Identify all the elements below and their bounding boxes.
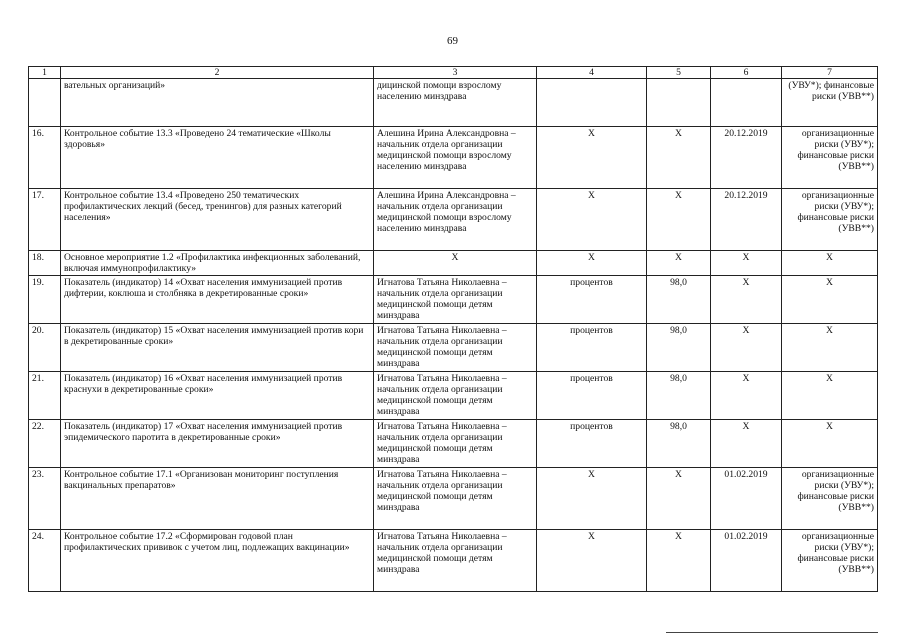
table-row bbox=[29, 189, 878, 251]
unit: процентов bbox=[537, 372, 647, 420]
value: Х bbox=[647, 468, 711, 530]
table-row bbox=[29, 79, 878, 127]
risks: (УВУ*); финансовые риски (УВВ**) bbox=[782, 79, 878, 127]
value: Х bbox=[647, 251, 711, 276]
value: 98,0 bbox=[647, 324, 711, 372]
date: 01.02.2019 bbox=[711, 468, 782, 530]
risks: организационные риски (УВУ*); финансовые риски (УВВ**) bbox=[782, 530, 878, 592]
risks: организационные риски (УВУ*); финансовые риски (УВВ**) bbox=[782, 127, 878, 189]
risks: Х bbox=[782, 324, 878, 372]
risks: Х bbox=[782, 372, 878, 420]
page-number: 69 bbox=[447, 35, 458, 47]
event-name: Показатель (индикатор) 15 «Охват населения иммунизацией против кори в декретированные сроки» bbox=[61, 324, 374, 372]
unit: процентов bbox=[537, 420, 647, 468]
header-col-5: 5 bbox=[647, 67, 711, 79]
responsible: Игнатова Татьяна Николаевна – начальник отдела организации медицинской помощи детям минздрава bbox=[374, 372, 537, 420]
responsible: Игнатова Татьяна Николаевна – начальник отдела организации медицинской помощи детям минздрава bbox=[374, 420, 537, 468]
row-number: 17. bbox=[29, 189, 61, 251]
unit: процентов bbox=[537, 276, 647, 324]
value: Х bbox=[647, 127, 711, 189]
risks: Х bbox=[782, 276, 878, 324]
date: Х bbox=[711, 276, 782, 324]
responsible: дицинской помощи взрослому населению минздрава bbox=[374, 79, 537, 127]
event-name: Контрольное событие 17.2 «Сформирован годовой план профилактических прививок с учетом лиц, подлежащих вакцинации» bbox=[61, 530, 374, 592]
header-col-1: 1 bbox=[29, 67, 61, 79]
table-row bbox=[29, 420, 878, 468]
responsible: Алешина Ирина Александровна – начальник отдела организации медицинской помощи взрослому населению минздрава bbox=[374, 127, 537, 189]
header-col-2: 2 bbox=[61, 67, 374, 79]
unit: Х bbox=[537, 127, 647, 189]
table-row bbox=[29, 276, 878, 324]
event-name: Контрольное событие 13.3 «Проведено 24 тематические «Школы здоровья» bbox=[61, 127, 374, 189]
value: Х bbox=[647, 530, 711, 592]
responsible: Алешина Ирина Александровна – начальник отдела организации медицинской помощи взрослому населению минздрава bbox=[374, 189, 537, 251]
header-col-7: 7 bbox=[782, 67, 878, 79]
event-name: Показатель (индикатор) 16 «Охват населения иммунизацией против краснухи в декретированные сроки» bbox=[61, 372, 374, 420]
row-number: 21. bbox=[29, 372, 61, 420]
unit: Х bbox=[537, 530, 647, 592]
risks: Х bbox=[782, 420, 878, 468]
date: Х bbox=[711, 324, 782, 372]
responsible: Игнатова Татьяна Николаевна – начальник отдела организации медицинской помощи детям минздрава bbox=[374, 468, 537, 530]
date bbox=[711, 79, 782, 127]
date: 20.12.2019 bbox=[711, 127, 782, 189]
value: 98,0 bbox=[647, 276, 711, 324]
table-row bbox=[29, 251, 878, 276]
responsible: Игнатова Татьяна Николаевна – начальник отдела организации медицинской помощи детям минздрава bbox=[374, 530, 537, 592]
responsible: Игнатова Татьяна Николаевна – начальник отдела организации медицинской помощи детям минздрава bbox=[374, 276, 537, 324]
event-name: Основное мероприятие 1.2 «Профилактика инфекционных заболеваний, включая иммунопрофилактику» bbox=[61, 251, 374, 276]
unit: Х bbox=[537, 468, 647, 530]
header-col-4: 4 bbox=[537, 67, 647, 79]
event-name: вательных организаций» bbox=[61, 79, 374, 127]
event-name: Контрольное событие 17.1 «Организован мониторинг поступления вакцинальных препаратов» bbox=[61, 468, 374, 530]
unit: процентов bbox=[537, 324, 647, 372]
value: 98,0 bbox=[647, 372, 711, 420]
event-name: Показатель (индикатор) 17 «Охват населения иммунизацией против эпидемического паротита в декретированные сроки» bbox=[61, 420, 374, 468]
date: Х bbox=[711, 372, 782, 420]
date: Х bbox=[711, 420, 782, 468]
row-number: 20. bbox=[29, 324, 61, 372]
row-number: 22. bbox=[29, 420, 61, 468]
responsible: Х bbox=[374, 251, 537, 276]
event-name: Показатель (индикатор) 14 «Охват населения иммунизацией против дифтерии, коклюша и столбняка в декретированные сроки» bbox=[61, 276, 374, 324]
header-row bbox=[29, 67, 878, 79]
risks: организационные риски (УВУ*); финансовые риски (УВВ**) bbox=[782, 468, 878, 530]
risks: организационные риски (УВУ*); финансовые риски (УВВ**) bbox=[782, 189, 878, 251]
row-number: 23. bbox=[29, 468, 61, 530]
table-row bbox=[29, 127, 878, 189]
date: Х bbox=[711, 251, 782, 276]
row-number: 18. bbox=[29, 251, 61, 276]
date: 20.12.2019 bbox=[711, 189, 782, 251]
value bbox=[647, 79, 711, 127]
date: 01.02.2019 bbox=[711, 530, 782, 592]
risks: Х bbox=[782, 251, 878, 276]
header-col-6: 6 bbox=[711, 67, 782, 79]
row-number: 24. bbox=[29, 530, 61, 592]
table-row bbox=[29, 530, 878, 592]
row-number: 19. bbox=[29, 276, 61, 324]
header-col-3: 3 bbox=[374, 67, 537, 79]
unit: Х bbox=[537, 251, 647, 276]
unit bbox=[537, 79, 647, 127]
bottom-divider bbox=[666, 632, 878, 633]
row-number bbox=[29, 79, 61, 127]
value: 98,0 bbox=[647, 420, 711, 468]
unit: Х bbox=[537, 189, 647, 251]
table-row bbox=[29, 468, 878, 530]
responsible: Игнатова Татьяна Николаевна – начальник отдела организации медицинской помощи детям минздрава bbox=[374, 324, 537, 372]
table-row bbox=[29, 372, 878, 420]
table-row bbox=[29, 324, 878, 372]
event-name: Контрольное событие 13.4 «Проведено 250 тематических профилактических лекций (бесед, тренингов) для разных категорий населения» bbox=[61, 189, 374, 251]
plan-table bbox=[28, 66, 878, 592]
value: Х bbox=[647, 189, 711, 251]
row-number: 16. bbox=[29, 127, 61, 189]
